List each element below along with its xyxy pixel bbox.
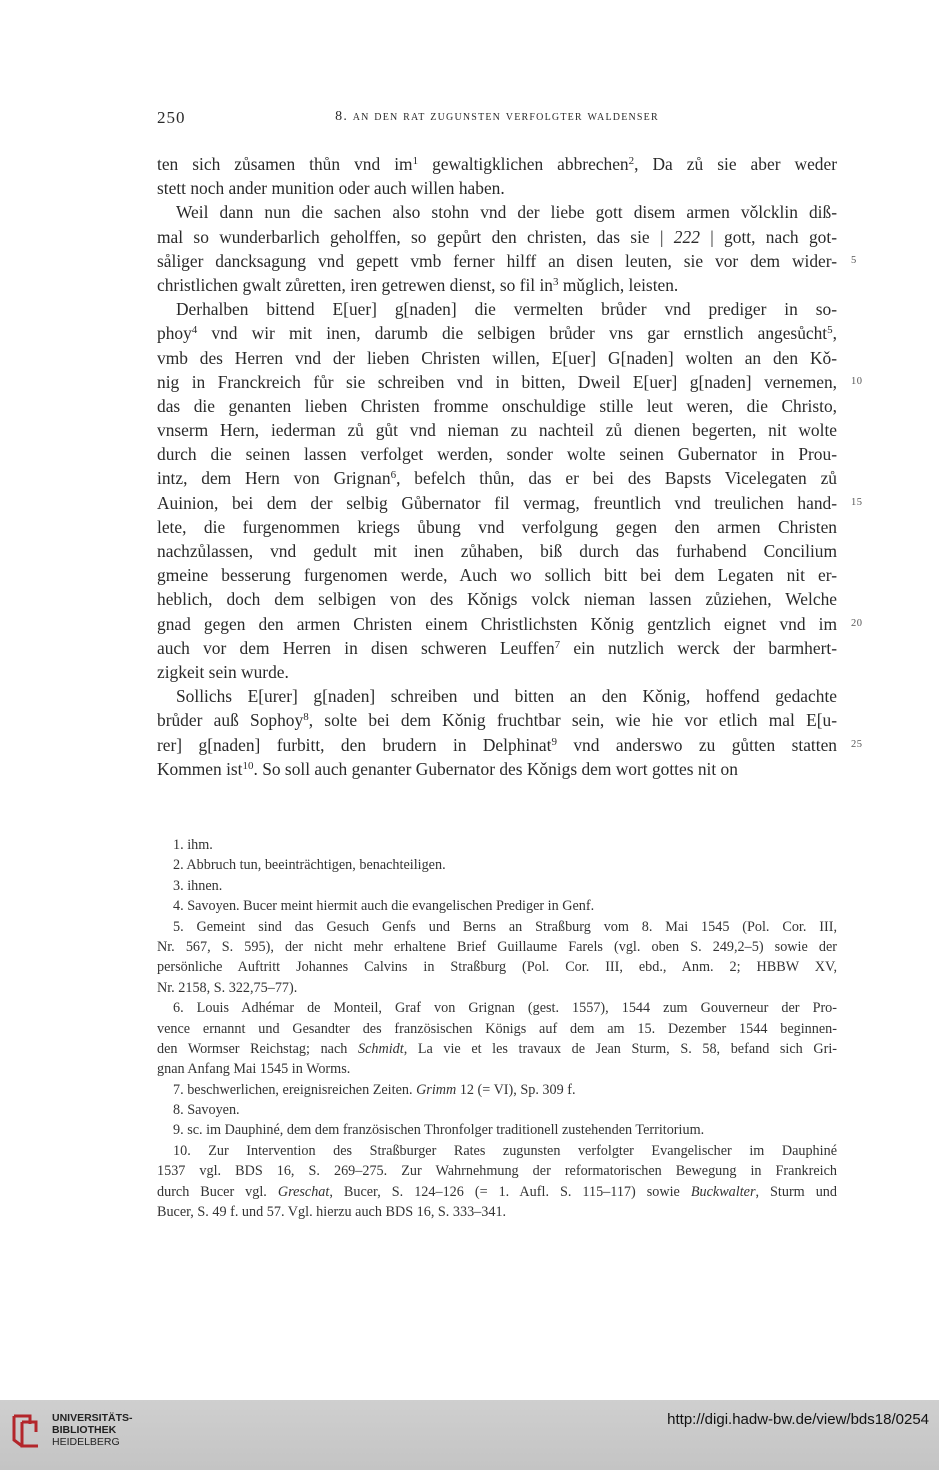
- text-line: [157, 297, 837, 321]
- footnote-line: [157, 1120, 837, 1140]
- text-segment: Weil dann nun die sachen also stohn vnd der liebe gott disem armen vǒlcklin diß-: [176, 202, 837, 223]
- text-segment: nachzůlassen, vnd gedult mit inen zůhaben, biß durch das furhabend Concilium: [157, 541, 837, 561]
- text-segment: , Sturm und: [755, 1183, 837, 1200]
- text-segment: 6. Louis Adhémar de Monteil, Graf von Grignan (gest. 1557), 1544 zum Gouverneur der Pro-: [173, 1000, 837, 1017]
- text-segment: nig in Franckreich fůr sie schreiben vnd in bitten, Dweil E[uer] g[naden] vernemen,: [157, 371, 837, 392]
- footnote-line: [157, 917, 837, 937]
- text-segment: vnserm Hern, iederman zů gůt vnd nieman zu nachteil zů dienen begerten, nit wolte: [157, 420, 837, 441]
- text-segment: 4. Savoyen. Bucer meint hiermit auch die evangelischen Prediger in Genf.: [173, 898, 595, 915]
- footnote-ref: 10: [242, 759, 254, 772]
- footnote-line: [157, 1059, 837, 1079]
- text-segment: ,: [832, 323, 837, 344]
- text-line: [157, 394, 837, 418]
- text-line: [157, 563, 837, 587]
- library-logo-icon: [8, 1410, 48, 1452]
- text-segment: , La vie et les travaux de Jean Sturm, S. 58, befand sich Gri-: [403, 1040, 837, 1057]
- text-segment: ein nutzlich werck der barmhert-: [560, 637, 837, 658]
- text-segment: | gott, nach got-: [699, 226, 837, 247]
- text-segment: vnd wir mit inen, darumb die selbigen brůder vns gar ernstlich angesůcht: [197, 323, 828, 344]
- text-segment: brůder auß Sophoy: [157, 710, 304, 731]
- text-segment: phoy: [157, 323, 192, 344]
- footnote-line: [157, 937, 837, 957]
- footnote-line: [157, 998, 837, 1018]
- text-segment: , solte bei dem Kǒnig fruchtbar sein, wie hie vor etlich mal E[u-: [308, 710, 837, 731]
- text-segment: såliger dancksagung vnd gepett vmb ferner hilff an disen leuten, sie vor dem wider-: [157, 250, 837, 271]
- footnote-line: [157, 1141, 837, 1161]
- margin-line-number: 5: [851, 254, 857, 266]
- source-url-link[interactable]: http://digi.hadw-bw.de/view/bds18/0254: [667, 1411, 929, 1428]
- margin-line-number: 15: [851, 496, 863, 508]
- footnote-ref: 2: [628, 155, 635, 167]
- text-segment: Nr. 2158, S. 322,75–77).: [157, 979, 298, 996]
- author-name: Buckwalter: [690, 1183, 756, 1200]
- text-segment: 10. Zur Intervention des Straßburger Rates zugunsten verfolgter Evangelischer im Dauphiné: [173, 1142, 837, 1159]
- footnote-line: [157, 1100, 837, 1120]
- text-segment: ten sich zůsamen thůn vnd im: [157, 154, 413, 174]
- footnote-ref: 6: [390, 469, 397, 482]
- footnote-line: [157, 835, 837, 855]
- text-line: [157, 321, 837, 345]
- text-segment: Bucer, S. 49 f. und 57. Vgl. hierzu auch BDS 16, S. 333–341.: [157, 1204, 507, 1221]
- text-segment: christlichen gwalt zůretten, iren getrewen dienst, so fil in: [157, 274, 553, 295]
- text-segment: durch Bucer vgl.: [157, 1183, 278, 1200]
- text-segment: rer] g[naden] furbitt, den brudern in Delphinat: [157, 734, 552, 755]
- text-line: [157, 466, 837, 490]
- text-line: [157, 249, 837, 273]
- footnote-ref: 8: [303, 711, 309, 724]
- text-line: [157, 733, 837, 757]
- text-segment: intz, dem Hern von Grignan: [157, 468, 391, 489]
- footnote-line: [157, 1019, 837, 1039]
- text-line: [157, 176, 837, 200]
- library-logo[interactable]: [8, 1410, 138, 1460]
- text-segment: 3. ihnen.: [173, 877, 223, 894]
- text-segment: Derhalben bittend E[uer] g[naden] die vermelten brůder vnd prediger in so-: [176, 299, 837, 320]
- footnote-ref: 9: [551, 735, 557, 748]
- footnote-ref: 4: [191, 324, 198, 337]
- author-name: Greschat: [277, 1183, 330, 1200]
- page-reference: 222: [673, 226, 700, 247]
- text-segment: 12 (= VI), Sp. 309 f.: [456, 1081, 576, 1098]
- text-segment: gewaltigklichen abbrechen: [418, 154, 629, 174]
- text-line: [157, 491, 837, 515]
- margin-line-number: 25: [851, 738, 863, 750]
- text-segment: lete, die furgenommen kriegs ůbung vnd verfolgung gegen den armen Christen: [157, 516, 837, 537]
- text-segment: , Da zů sie aber weder: [634, 154, 837, 174]
- text-segment: mal so wunderbarlich geholffen, so gepůrt den christen, das sie |: [157, 226, 674, 247]
- text-line: [157, 225, 837, 249]
- footnote-ref: 3: [553, 275, 559, 288]
- footnote-ref: 5: [827, 324, 833, 337]
- text-line: [157, 587, 837, 611]
- text-segment: 1. ihm.: [173, 837, 213, 853]
- text-line: [157, 370, 837, 394]
- text-segment: durch die seinen lassen verfolget werden, sonder wolte seinen Gubernator in Prou-: [157, 444, 837, 465]
- text-line: [157, 515, 837, 539]
- footnotes: [157, 835, 837, 1222]
- text-line: [157, 636, 837, 660]
- text-segment: persönliche Auftritt Johannes Calvins in Straßburg (Pol. Cor. III, ebd., Anm. 2; HBBW XV,: [157, 959, 837, 976]
- text-segment: auch vor dem Herren in disen schweren Leuffen: [157, 637, 555, 658]
- footnote-line: [157, 957, 837, 977]
- text-segment: gnan Anfang Mai 1545 in Worms.: [157, 1061, 351, 1078]
- footer-bar: [0, 1400, 939, 1470]
- chapter-title: 8. an den rat zugunsten verfolgter waldenser: [335, 109, 659, 124]
- margin-line-number: 10: [851, 375, 863, 387]
- footnote-line: [157, 1182, 837, 1202]
- text-segment: stett noch ander munition oder auch willen haben.: [157, 178, 505, 199]
- text-segment: 1537 vgl. BDS 16, S. 269–275. Zur Wahrnehmung der reformatorischen Bewegung in Frankreich: [157, 1163, 837, 1180]
- text-segment: Sollichs E[urer] g[naden] schreiben und bitten an den Kǒnig, hoffend gedachte: [176, 686, 837, 707]
- text-line: [157, 442, 837, 466]
- text-segment: 5. Gemeint sind das Gesuch Genfs und Berns an Straßburg vom 8. Mai 1545 (Pol. Cor. III,: [173, 918, 837, 935]
- text-segment: den Wormser Reichstag; nach: [157, 1040, 358, 1057]
- author-name: Schmidt: [357, 1040, 404, 1057]
- text-line: [157, 273, 837, 297]
- text-segment: vence ernannt und Gesandter des französischen Königs auf dem am 15. Dezember 1544 beginnen-: [157, 1020, 837, 1037]
- footnote-ref: 7: [554, 638, 561, 651]
- text-line: [157, 684, 837, 708]
- footnote-line: [157, 1039, 837, 1059]
- text-line: [157, 200, 837, 224]
- text-segment: Nr. 567, S. 595), der nicht mehr erhaltene Brief Guillaume Farels (vgl. oben S. 249,2–5) sowie der: [157, 938, 837, 955]
- footnote-ref: 1: [412, 155, 419, 167]
- text-segment: das die genanten lieben Christen fromme onschuldige stille leut weren, die Christo,: [157, 395, 837, 416]
- footnote-line: [157, 1080, 837, 1100]
- text-segment: , Bucer, S. 124–126 (= 1. Aufl. S. 115–117) sowie: [329, 1183, 691, 1200]
- text-segment: 2. Abbruch tun, beeinträchtigen, benachteiligen.: [173, 857, 446, 874]
- text-line: [157, 612, 837, 636]
- text-segment: , befelch thůn, das er bei des Bapsts Vicelegaten zů: [396, 468, 837, 489]
- text-segment: Auinion, bei dem der selbig Gůbernator fil vermag, freuntlich vnd treulichen hand-: [157, 492, 837, 513]
- footnote-line: [157, 876, 837, 896]
- footnote-line: [157, 1161, 837, 1181]
- text-segment: 7. beschwerlichen, ereignisreichen Zeiten.: [173, 1081, 417, 1098]
- text-segment: mǔglich, leisten.: [558, 274, 679, 295]
- footnote-line: [157, 896, 837, 916]
- text-line: [157, 152, 837, 176]
- footnote-line: [157, 1202, 837, 1222]
- page-number: 250: [157, 108, 186, 127]
- text-segment: gmeine besserung furgenomen werde, Auch wo sollich bitt bei dem Legaten nit er-: [157, 565, 837, 586]
- text-line: [157, 418, 837, 442]
- main-text: [157, 152, 863, 781]
- text-segment: gnad gegen den armen Christen einem Christlichsten Kǒnig gentzlich eignet vnd im: [157, 613, 837, 634]
- text-segment: 9. sc. im Dauphiné, dem dem französischen Thronfolger traditionell zustehenden Territorium.: [173, 1122, 705, 1139]
- text-segment: 8. Savoyen.: [173, 1102, 240, 1119]
- library-logo-text: UNIVERSITÄTS- BIBLIOTHEK HEIDELBERG: [52, 1412, 133, 1448]
- running-head: [157, 108, 837, 130]
- text-line: [157, 346, 837, 370]
- author-name: Grimm: [416, 1081, 457, 1098]
- margin-line-number: 20: [851, 617, 863, 629]
- text-segment: . So soll auch genanter Gubernator des Kǒnigs dem wort gottes nit on: [253, 758, 738, 779]
- text-line: [157, 757, 837, 781]
- footnote-line: [157, 978, 837, 998]
- text-segment: heblich, doch dem selbigen von des Kǒnigs volck nieman lassen zůziehen, Welche: [157, 589, 837, 610]
- text-segment: vmb des Herren vnd der lieben Christen willen, E[uer] G[naden] wolten an den Kǒ-: [157, 347, 837, 368]
- text-segment: vnd anderswo zu gůtten statten: [556, 734, 837, 755]
- text-line: [157, 660, 837, 684]
- footnote-line: [157, 855, 837, 875]
- text-line: [157, 539, 837, 563]
- text-line: [157, 708, 837, 732]
- text-segment: Kommen ist: [157, 758, 243, 779]
- text-segment: zigkeit sein wurde.: [157, 661, 289, 682]
